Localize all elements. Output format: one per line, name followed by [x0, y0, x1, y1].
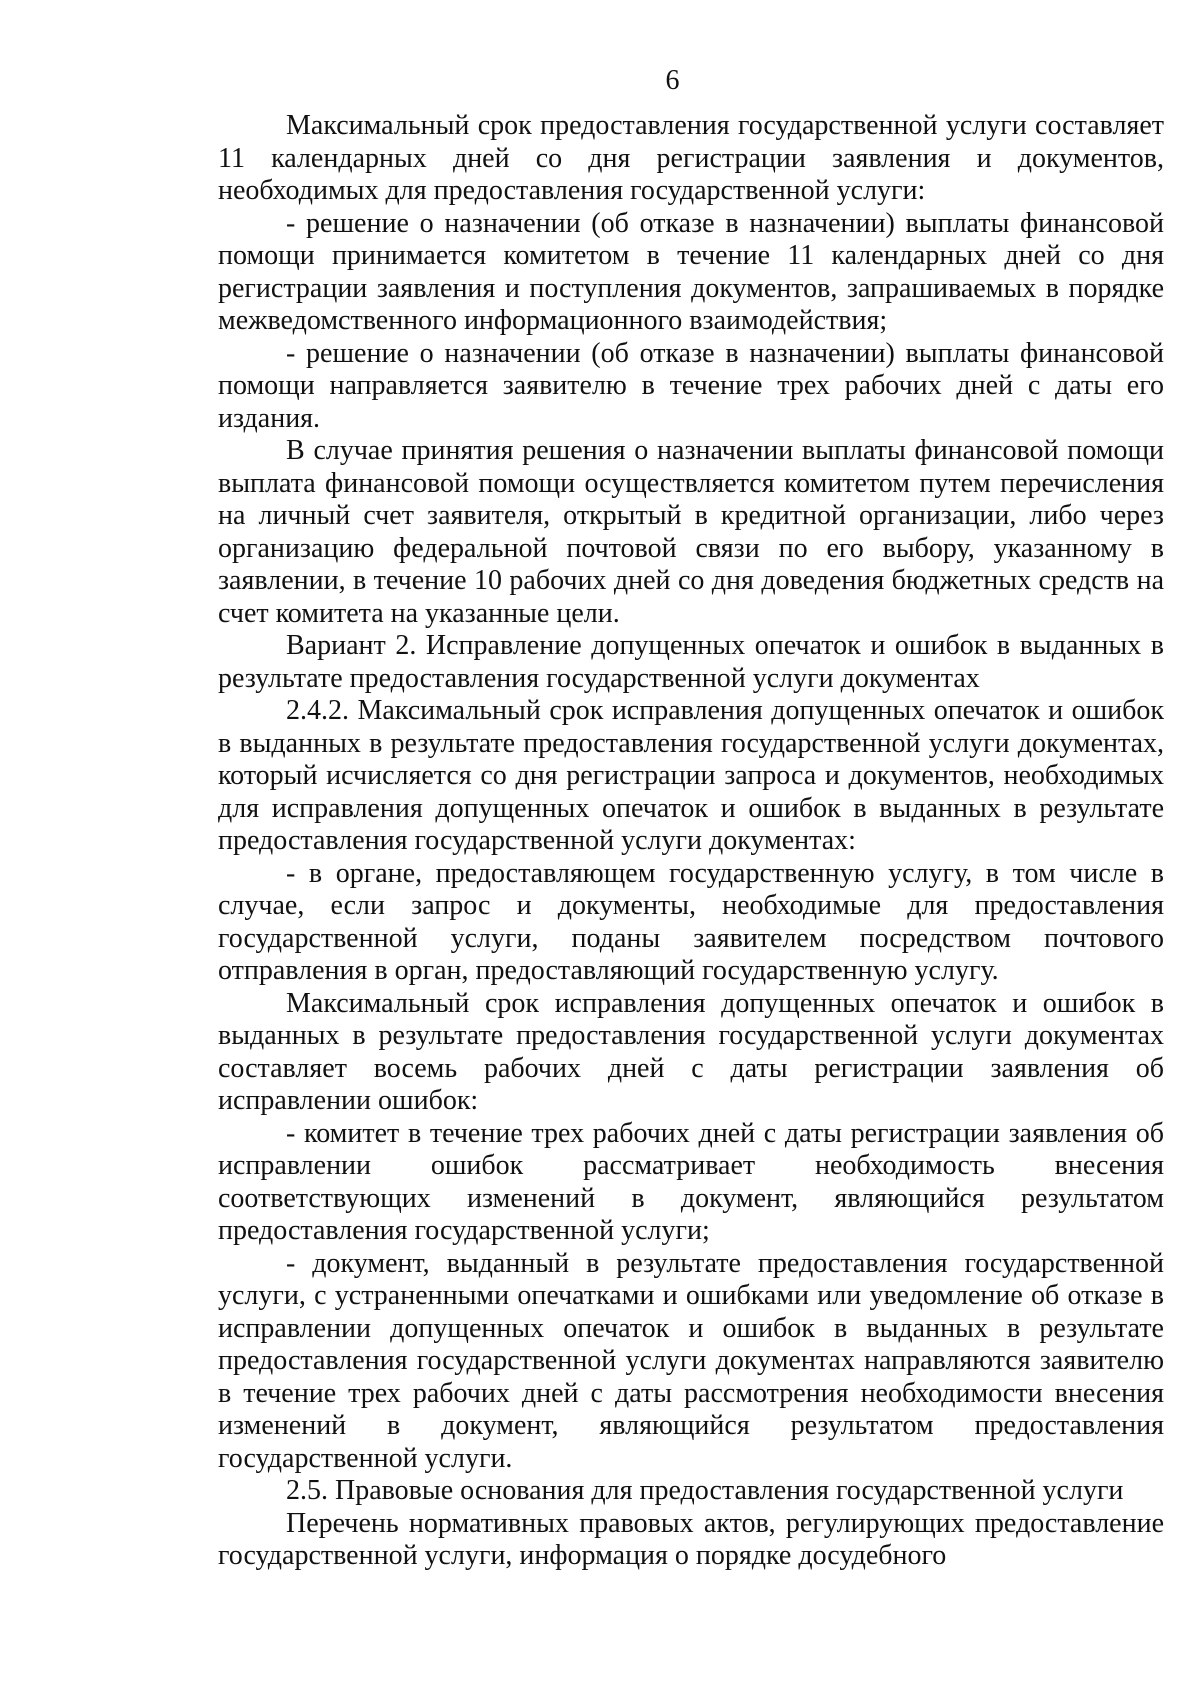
- paragraph-2-4-2: 2.4.2. Максимальный срок исправления допущенных опечаток и ошибок в выданных в результате предоставления государственной услуги документах, который исчисляется со дня регистрации запроса и документов, необходимых для исправления допущенных опечаток и ошибок в выданных в результате предоставления государственной услуги документах:: [218, 695, 1164, 856]
- paragraph-decision-adopted: - решение о назначении (об отказе в назначении) выплаты финансовой помощи принимается комитетом в течение 11 календарных дней со дня регистрации заявления и поступления документов, запрашиваемых в порядке межведомственного информационного взаимодействия;: [218, 207, 1164, 336]
- paragraph-correction-term: Максимальный срок исправления допущенных опечаток и ошибок в выданных в результате предоставления государственной услуги документах составляет восемь рабочих дней с даты регистрации заявления об исправлении ошибок:: [218, 987, 1164, 1116]
- paragraph-max-term: Максимальный срок предоставления государственной услуги составляет 11 календарных дней со дня регистрации заявления и документов, необходимых для предоставления государственной услуги:: [218, 110, 1164, 206]
- document-body: [218, 110, 1164, 1573]
- section-heading-2-5: 2.5. Правовые основания для предоставления государственной услуги: [286, 1475, 1124, 1506]
- paragraph-document-sent: - документ, выданный в результате предоставления государственной услуги, с устраненными опечатками и ошибками или уведомление об отказе в исправлении допущенных опечаток и ошибок в выданных в результате предоставления государственной услуги документах направляются заявителю в течение трех рабочих дней с даты рассмотрения необходимости внесения изменений в документ, являющийся результатом предоставления государственной услуги.: [218, 1247, 1164, 1474]
- page-number: 6: [665, 65, 680, 96]
- paragraph-decision-sent: - решение о назначении (об отказе в назначении) выплаты финансовой помощи направляется заявителю в течение трех рабочих дней с даты его издания.: [218, 337, 1164, 434]
- paragraph-committee-review: - комитет в течение трех рабочих дней с даты регистрации заявления об исправлении ошибок рассматривает необходимость внесения соответствующих изменений в документ, являющийся результатом предоставления государственной услуги;: [218, 1117, 1164, 1246]
- paragraph-variant-2: Вариант 2. Исправление допущенных опечаток и ошибок в выданных в результате предоставления государственной услуги документах: [218, 630, 1164, 694]
- paragraph-legal-list: Перечень нормативных правовых актов, регулирующих предоставление государственной услуги, информация о порядке досудебного: [218, 1507, 1164, 1571]
- paragraph-payment: В случае принятия решения о назначении выплаты финансовой помощи выплата финансовой помощи осуществляется комитетом путем перечисления на личный счет заявителя, открытый в кредитной организации, либо через организацию федеральной почтовой связи по его выбору, указанному в заявлении, в течение 10 рабочих дней со дня доведения бюджетных средств на счет комитета на указанные цели.: [218, 435, 1164, 629]
- paragraph-in-organ: - в органе, предоставляющем государственную услугу, в том числе в случае, если запрос и документы, необходимые для предоставления государственной услуги, поданы заявителем посредством почтового отправления в орган, предоставляющий государственную услугу.: [218, 857, 1164, 986]
